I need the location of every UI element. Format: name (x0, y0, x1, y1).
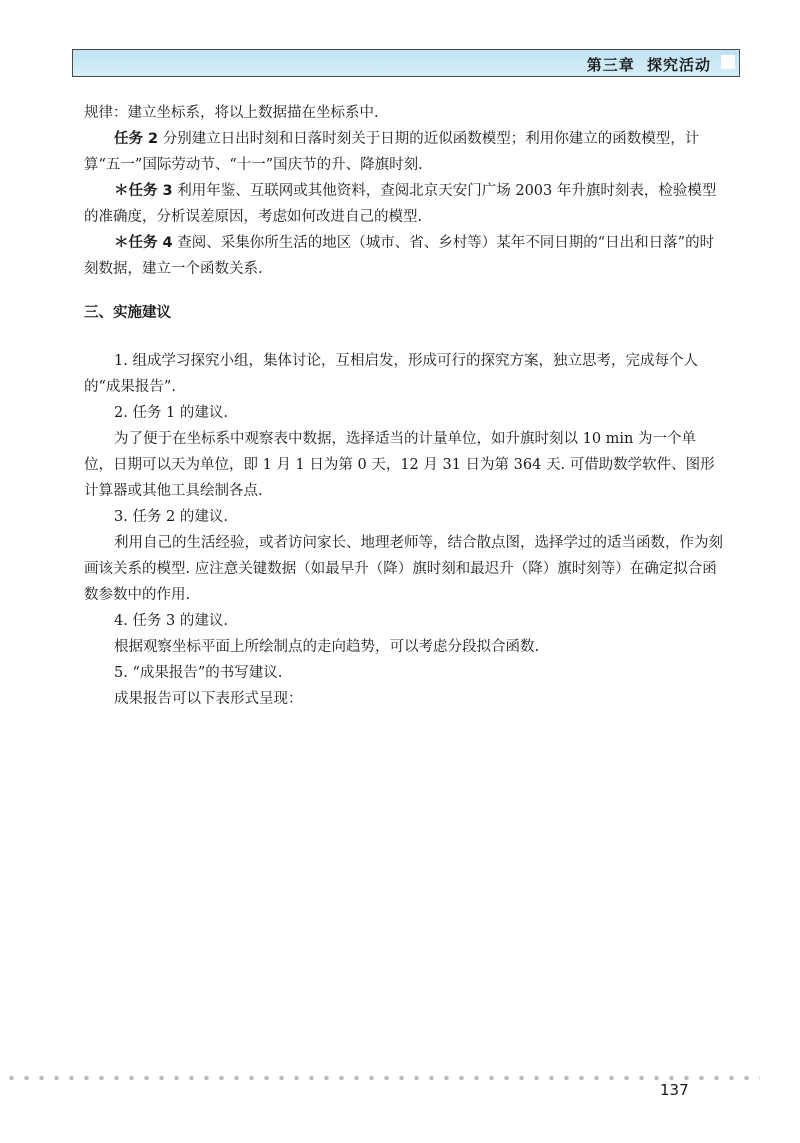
task-4-label: ＊任务 4 (114, 235, 173, 251)
task-3-paragraph (84, 178, 724, 230)
task-3-text: 利用年鉴、互联网或其他资料，查阅北京天安门广场 2003 年升旗时刻表，检验模型的准确度，分析误差原因，考虑如何改进自己的模型. (84, 183, 717, 225)
task-2-paragraph (84, 126, 724, 178)
suggestion-item-3: 3. 任务 2 的建议. (114, 509, 228, 525)
footer-dotted-line (0, 1075, 760, 1081)
chapter-title: 探究活动 (646, 56, 711, 74)
chapter-header-bar (72, 49, 740, 77)
page-content (84, 100, 724, 712)
suggestion-item-3-detail: 利用自己的生活经验，或者访问家长、地理老师等，结合散点图，选择学过的适当函数，作为刻画该关系的模型. 应注意关键数据（如最早升（降）旗时刻和最迟升（降）旗时刻等）在确定拟合函数参数中的作用. (84, 535, 723, 603)
task-2-label: 任务 2 (114, 131, 159, 147)
suggestion-item-4-detail: 根据观察坐标平面上所绘制点的走向趋势，可以考虑分段拟合函数. (114, 639, 540, 655)
chapter-header-title (587, 54, 711, 75)
suggestion-item-5: 5. “成果报告”的书写建议. (114, 665, 283, 681)
suggestion-item-2-detail: 为了便于在坐标系中观察表中数据，选择适当的计量单位，如升旗时刻以 10 min 为一个单位，日期可以天为单位，即 1 月 1 日为第 0 天，12 月 31 日为第 364 天. 可借助数学软件、图形计算器或其他工具绘制各点. (84, 431, 715, 499)
paragraph-rule: 规律：建立坐标系，将以上数据描在坐标系中. (84, 105, 379, 121)
suggestion-item-2: 2. 任务 1 的建议. (114, 405, 228, 421)
task-4-paragraph (84, 230, 724, 282)
task-4-text: 查阅、采集你所生活的地区（城市、省、乡村等）某年不同日期的“日出和日落”的时刻数据，建立一个函数关系. (84, 235, 715, 277)
suggestion-item-5-detail: 成果报告可以下表形式呈现： (114, 691, 303, 707)
suggestion-item-1: 1. 组成学习探究小组，集体讨论，互相启发，形成可行的探究方案，独立思考，完成每个人的“成果报告”. (84, 353, 698, 395)
chapter-label: 第三章 (586, 56, 635, 74)
suggestion-item-4: 4. 任务 3 的建议. (114, 613, 228, 629)
page-number: 137 (660, 1081, 689, 1099)
task-3-label: ＊任务 3 (114, 183, 173, 199)
header-square-icon (721, 55, 735, 69)
task-2-text: 分别建立日出时刻和日落时刻关于日期的近似函数模型；利用你建立的函数模型，计算“五一”国际劳动节、“十一”国庆节的升、降旗时刻. (84, 131, 700, 173)
section-heading: 三、实施建议 (84, 305, 171, 321)
